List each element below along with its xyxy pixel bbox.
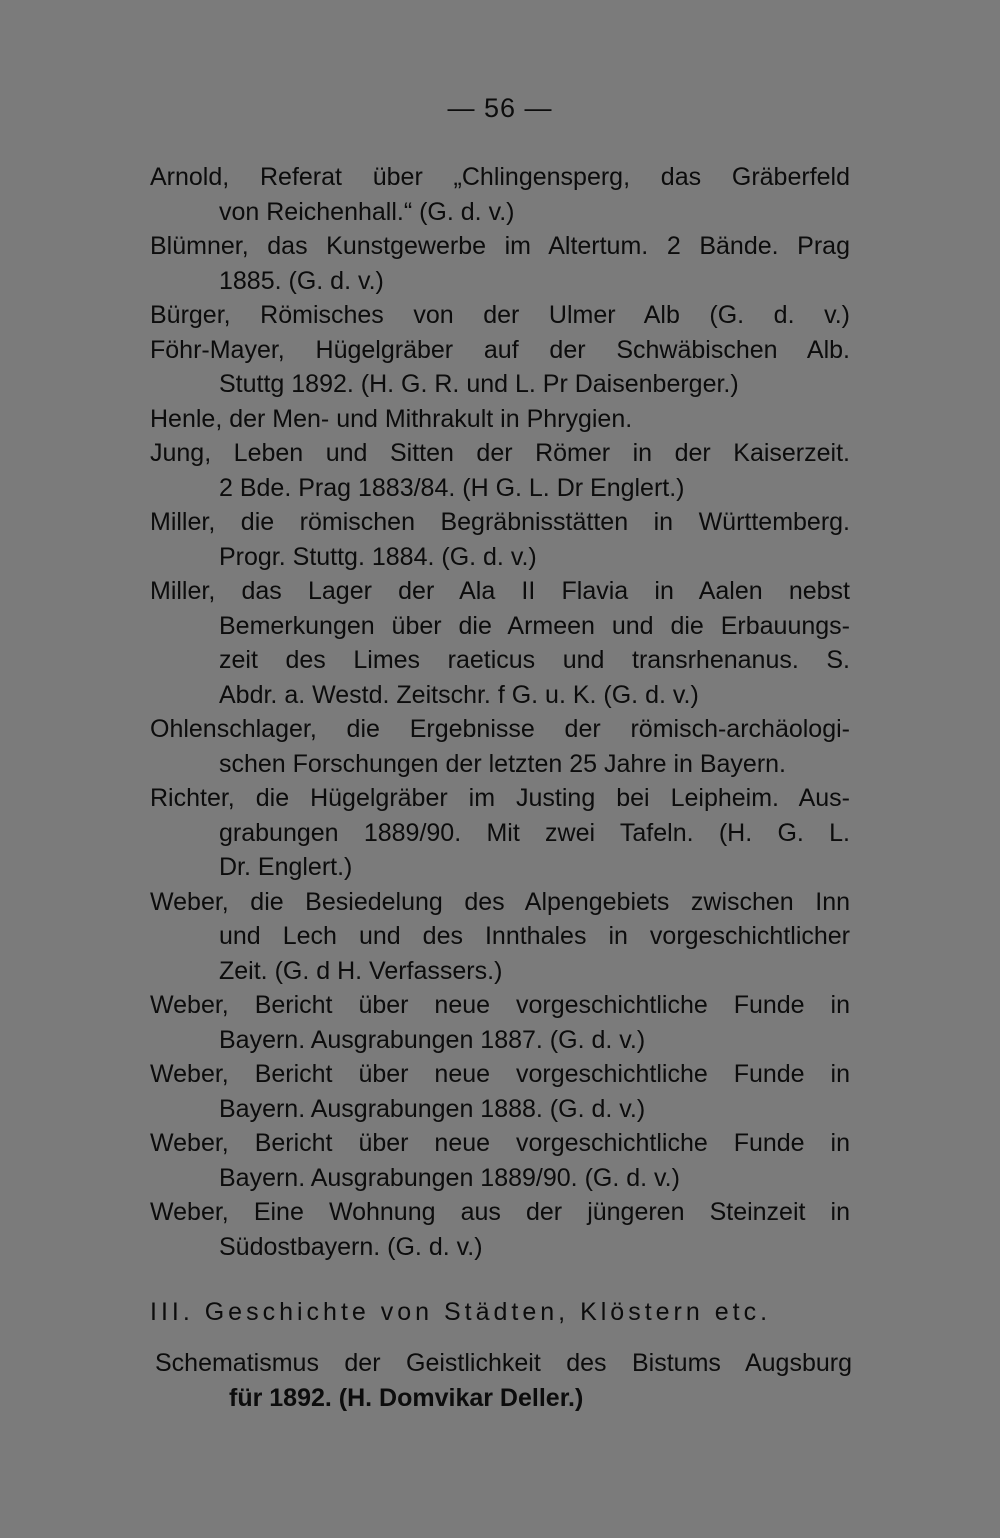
bibliography-entry [150, 988, 850, 1057]
bibliography-entry [150, 885, 850, 989]
entry-line: Dr. Englert.) [219, 853, 353, 881]
entry-line: 2 Bde. Prag 1883/84. (H G. L. Dr Englert.) [219, 473, 685, 502]
entry-line: Zeit. (G. d H. Verfassers.) [219, 956, 503, 985]
section-heading: III. Geschichte von Städten, Klöstern etc. [150, 1298, 772, 1326]
entry-line: Progr. Stuttg. 1884. (G. d. v.) [219, 542, 537, 571]
page-number: — 56 — [447, 93, 553, 123]
entry-line: Bayern. Ausgrabungen 1888. (G. d. v.) [219, 1094, 646, 1123]
entry-line: Weber, Eine Wohnung aus der jüngeren Steinzeit in [150, 1198, 850, 1226]
entry-line: Bayern. Ausgrabungen 1887. (G. d. v.) [219, 1025, 646, 1054]
bibliography-entry [150, 712, 850, 781]
entry-line: grabungen 1889/90. Mit zwei Tafeln. (H. G. L. [219, 818, 850, 847]
entry-line: schen Forschungen der letzten 25 Jahre in Bayern. [219, 749, 787, 778]
entry-line: Jung, Leben und Sitten der Römer in der Kaiserzeit. [150, 439, 850, 467]
entry-line: Richter, die Hügelgräber im Justing bei Leipheim. Aus- [150, 784, 850, 812]
bibliography-entry [155, 1346, 852, 1415]
entry-line: Weber, Bericht über neue vorgeschichtliche Funde in [150, 1060, 850, 1088]
entry-line: Arnold, Referat über „Chlingensperg, das Gräberfeld [150, 163, 850, 191]
entry-line: Südostbayern. (G. d. v.) [219, 1232, 483, 1261]
entry-line: Stuttg 1892. (H. G. R. und L. Pr Daisenberger.) [219, 370, 739, 398]
entry-line: Henle, der Men- und Mithrakult in Phrygien. [150, 404, 633, 433]
bibliography-entry [150, 781, 850, 885]
bibliography-entry [150, 229, 850, 298]
bibliography-entry [150, 1126, 850, 1195]
entry-line: Weber, Bericht über neue vorgeschichtliche Funde in [150, 1129, 850, 1157]
entry-line: Bürger, Römisches von der Ulmer Alb (G. d. v.) [150, 301, 850, 329]
bibliography-entry [150, 298, 850, 333]
bibliography-entry [150, 1195, 850, 1264]
entry-line: Miller, die römischen Begräbnisstätten in Württemberg. [150, 508, 850, 536]
bibliography-entry [150, 160, 850, 229]
bibliography-entry [150, 436, 850, 505]
entry-line: Schematismus der Geistlichkeit des Bistums Augsburg [155, 1349, 852, 1377]
bibliography-entry [150, 402, 850, 437]
entry-line: Blümner, das Kunstgewerbe im Altertum. 2 Bände. Prag [150, 232, 850, 260]
entry-line: von Reichenhall.“ (G. d. v.) [219, 197, 515, 226]
entry-line: Ohlenschlager, die Ergebnisse der römisch-archäologi- [150, 715, 850, 743]
entry-line: zeit des Limes raeticus und transrhenanus. S. [219, 646, 850, 674]
entry-line: Föhr-Mayer, Hügelgräber auf der Schwäbischen Alb. [150, 335, 850, 364]
entry-line: Bayern. Ausgrabungen 1889/90. (G. d. v.) [219, 1163, 680, 1192]
entry-line: Weber, Bericht über neue vorgeschichtliche Funde in [150, 991, 850, 1019]
entry-line: und Lech und des Innthales in vorgeschichtlicher [219, 922, 850, 950]
bibliography-entry [150, 1057, 850, 1126]
bibliography-entry [150, 333, 850, 402]
entry-line: Bemerkungen über die Armeen und die Erbauungs- [219, 611, 850, 640]
entry-line: Miller, das Lager der Ala II Flavia in Aalen nebst [150, 577, 850, 605]
bibliography-list [150, 160, 850, 1264]
bibliography-entry [150, 505, 850, 574]
entry-line: 1885. (G. d. v.) [219, 266, 384, 295]
bibliography-entry [150, 574, 850, 712]
entry-line: Abdr. a. Westd. Zeitschr. f G. u. K. (G. d. v.) [219, 680, 699, 709]
entry-line: für 1892. (H. Domvikar Deller.) [229, 1383, 584, 1412]
entry-line: Weber, die Besiedelung des Alpengebiets zwischen Inn [150, 887, 850, 916]
